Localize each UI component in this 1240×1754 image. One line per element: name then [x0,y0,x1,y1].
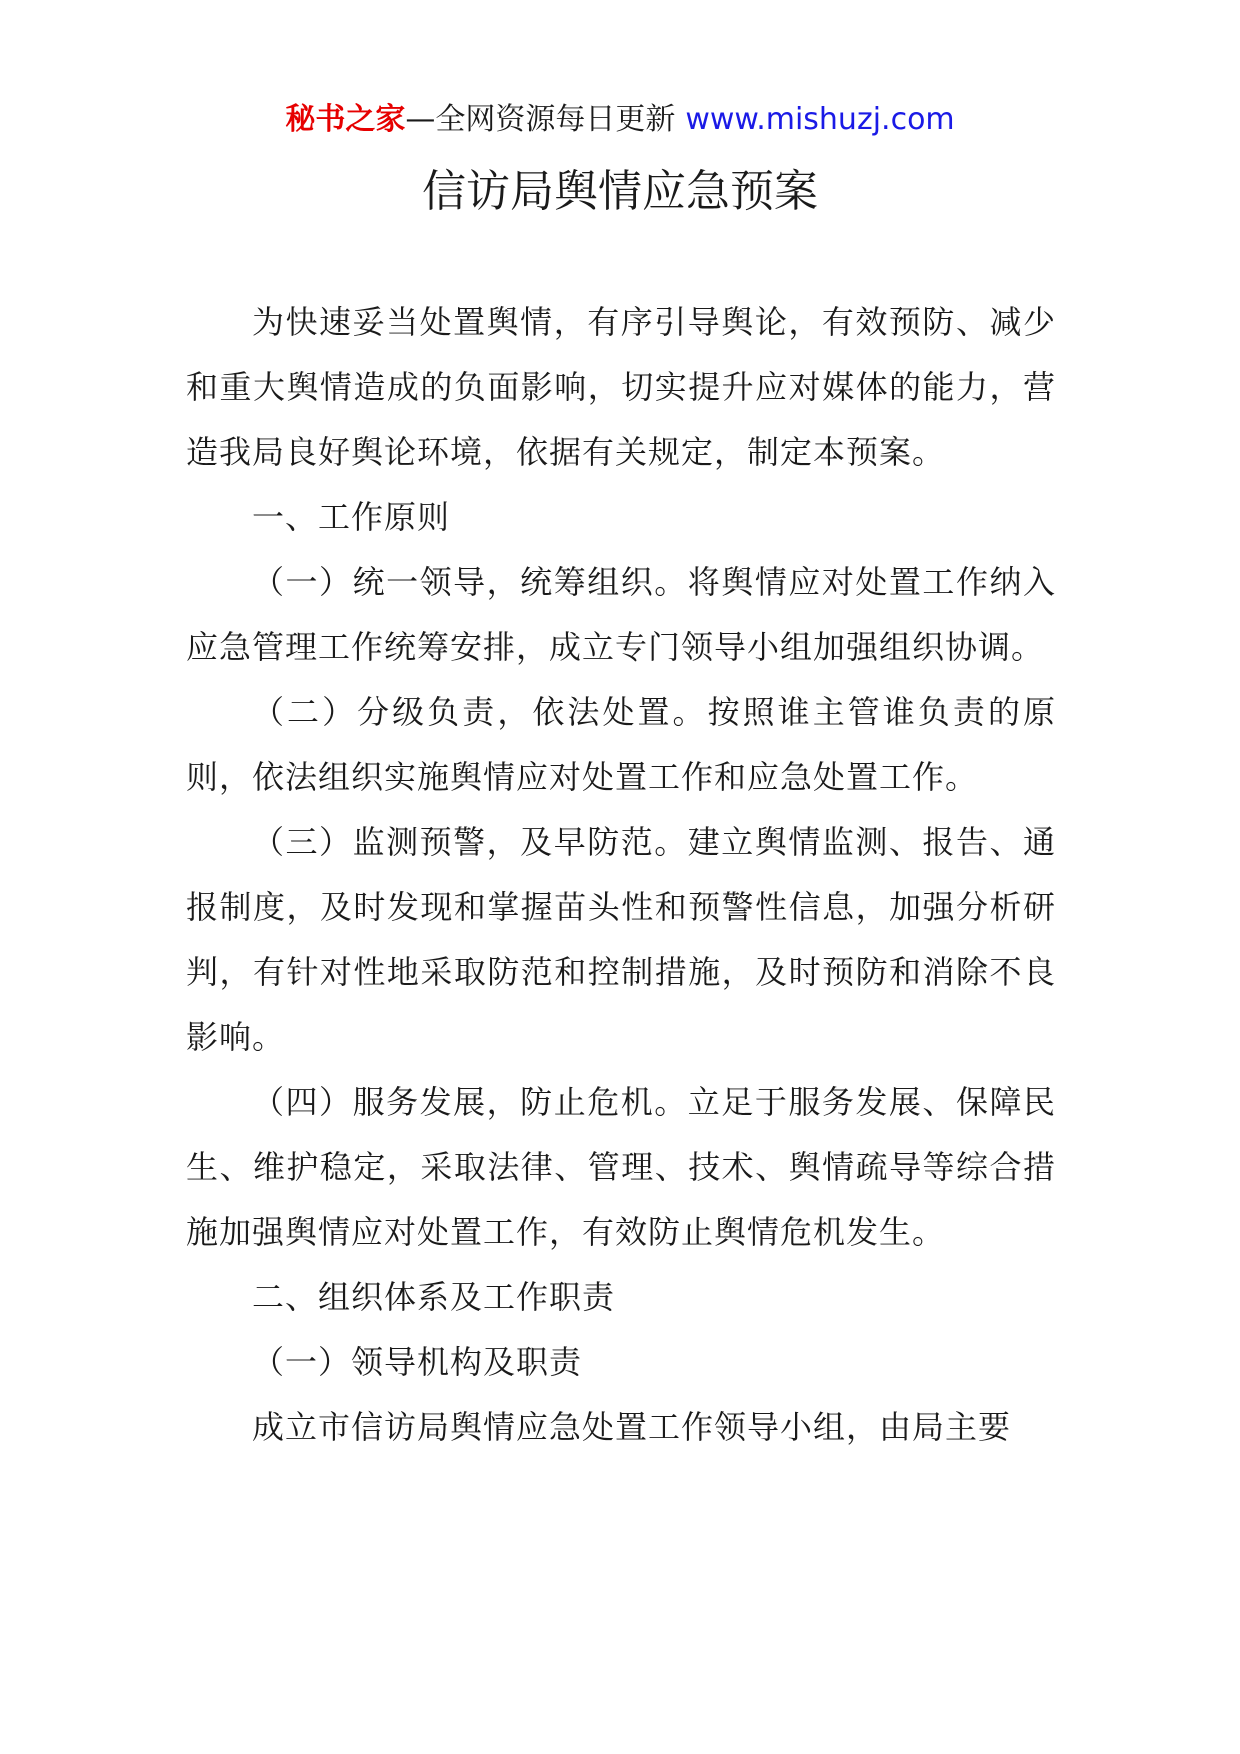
document-title: 信访局舆情应急预案 [422,166,818,217]
intro-paragraph: 为快速妥当处置舆情，有序引导舆论，有效预防、减少和重大舆情造成的负面影响，切实提升应对媒体的能力，营造我局良好舆论环境，依据有关规定，制定本预案。 [186,303,1056,471]
document-body [186,290,1056,1460]
leadership-paragraph: 成立市信访局舆情应急处置工作领导小组，由局主要 [252,1408,1012,1446]
principle-paragraph-1: （一）统一领导，统筹组织。将舆情应对处置工作纳入应急管理工作统筹安排，成立专门领导小组加强组织协调。 [186,563,1056,666]
subsection-heading-leadership: （一）领导机构及职责 [252,1343,583,1381]
section-heading-principles: 一、工作原则 [252,498,451,536]
principle-paragraph-2: （二）分级负责，依法处置。按照谁主管谁负责的原则，依法组织实施舆情应对处置工作和应急处置工作。 [186,693,1056,796]
site-url-link[interactable]: www.mishuzj.com [685,102,955,137]
principle-paragraph-4: （四）服务发展，防止危机。立足于服务发展、保障民生、维护稳定，采取法律、管理、技术、舆情疏导等综合措施加强舆情应对处置工作，有效防止舆情危机发生。 [186,1083,1056,1251]
section-heading-organization: 二、组织体系及工作职责 [252,1278,616,1316]
principle-paragraph-3: （三）监测预警，及早防范。建立舆情监测、报告、通报制度，及时发现和掌握苗头性和预警性信息，加强分析研判，有针对性地采取防范和控制措施，及时预防和消除不良影响。 [186,823,1056,1056]
brand-name: 秘书之家 [285,102,406,137]
site-header [0,100,1240,140]
header-tagline: —全网资源每日更新 [405,102,676,137]
